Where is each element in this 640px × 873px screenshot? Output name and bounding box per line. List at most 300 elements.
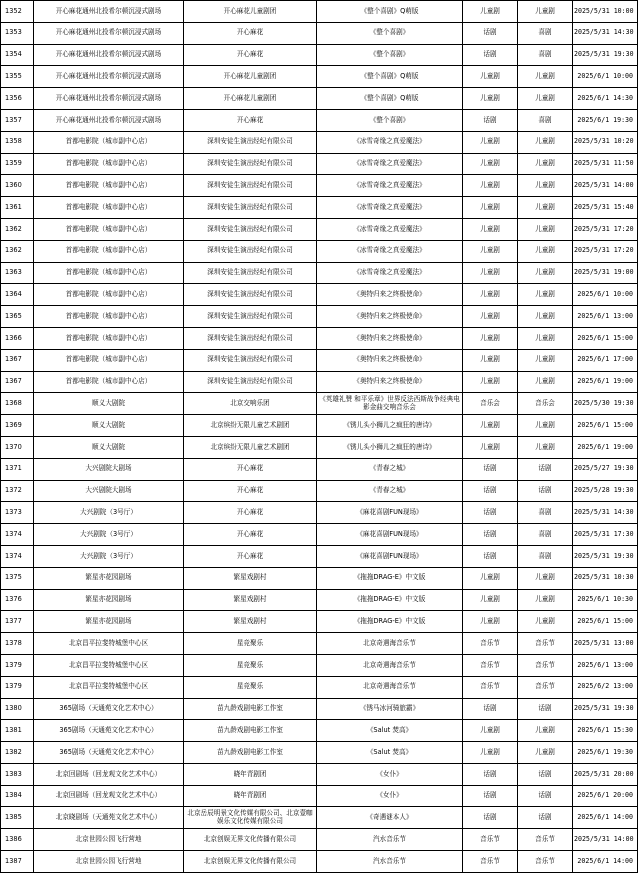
organizer-cell: 北京缤纷无限儿童艺术剧团 (184, 415, 317, 437)
genre-cell: 儿童剧 (518, 131, 573, 153)
table-row (1, 153, 638, 175)
title-cell: 《麻花喜剧FUN现场》 (317, 502, 463, 524)
type-cell: 儿童剧 (463, 306, 518, 328)
genre-cell: 儿童剧 (518, 611, 573, 633)
table-row (1, 763, 638, 785)
title-cell: 《青春之城》 (317, 458, 463, 480)
genre-cell: 儿童剧 (518, 415, 573, 437)
table-row (1, 22, 638, 44)
type-cell: 话剧 (463, 480, 518, 502)
datetime-cell: 2025/6/1 13:00 (573, 306, 638, 328)
venue-cell: 首都电影院（城市副中心店） (34, 175, 184, 197)
type-cell: 儿童剧 (463, 131, 518, 153)
genre-cell: 儿童剧 (518, 197, 573, 219)
table-row (1, 44, 638, 66)
type-cell: 儿童剧 (463, 1, 518, 23)
table-row (1, 567, 638, 589)
organizer-cell: 晓年青剧团 (184, 763, 317, 785)
type-cell: 儿童剧 (463, 589, 518, 611)
title-cell: 《Salut 焚高》 (317, 720, 463, 742)
row-number-cell: 1372 (1, 480, 34, 502)
row-number-cell: 1365 (1, 306, 34, 328)
table-row (1, 131, 638, 153)
organizer-cell: 开心麻花 (184, 22, 317, 44)
row-number-cell: 1379 (1, 654, 34, 676)
genre-cell: 儿童剧 (518, 742, 573, 764)
venue-cell: 大兴剧院（3号厅） (34, 524, 184, 546)
table-row (1, 349, 638, 371)
genre-cell: 话剧 (518, 480, 573, 502)
venue-cell: 大兴剧院大剧场 (34, 480, 184, 502)
organizer-cell: 繁星戏剧村 (184, 567, 317, 589)
genre-cell: 话剧 (518, 458, 573, 480)
genre-cell: 话剧 (518, 807, 573, 829)
row-number-cell: 1368 (1, 393, 34, 415)
datetime-cell: 2025/5/31 19:30 (573, 44, 638, 66)
venue-cell: 首都电影院（城市副中心店） (34, 131, 184, 153)
type-cell: 音乐会 (463, 393, 518, 415)
row-number-cell: 1371 (1, 458, 34, 480)
datetime-cell: 2025/5/31 19:30 (573, 545, 638, 567)
venue-cell: 首都电影院（城市副中心店） (34, 218, 184, 240)
title-cell: 《拖拖DRAG-E》中文版 (317, 589, 463, 611)
venue-cell: 大兴剧院（3号厅） (34, 502, 184, 524)
row-number-cell: 1352 (1, 1, 34, 23)
datetime-cell: 2025/5/31 10:20 (573, 131, 638, 153)
type-cell: 音乐节 (463, 633, 518, 655)
venue-cell: 北京回剧场（回龙观文化艺术中心） (34, 763, 184, 785)
organizer-cell: 开心麻花儿童剧团 (184, 88, 317, 110)
title-cell: 《整个喜剧》 (317, 109, 463, 131)
organizer-cell: 苗九龄戏剧电影工作室 (184, 698, 317, 720)
row-number-cell: 1353 (1, 22, 34, 44)
venue-cell: 开心麻花通州北投希尔顿沉浸式剧场 (34, 1, 184, 23)
genre-cell: 儿童剧 (518, 240, 573, 262)
row-number-cell: 1386 (1, 829, 34, 851)
datetime-cell: 2025/5/31 15:40 (573, 197, 638, 219)
table-row (1, 436, 638, 458)
venue-cell: 首都电影院（城市副中心店） (34, 153, 184, 175)
type-cell: 儿童剧 (463, 720, 518, 742)
venue-cell: 首都电影院（城市副中心店） (34, 371, 184, 393)
title-cell: 《奥特归来之终极使命》 (317, 327, 463, 349)
genre-cell: 话剧 (518, 763, 573, 785)
venue-cell: 开心麻花通州北投希尔顿沉浸式剧场 (34, 66, 184, 88)
row-number-cell: 1370 (1, 436, 34, 458)
organizer-cell: 繁星戏剧村 (184, 611, 317, 633)
datetime-cell: 2025/5/31 14:00 (573, 175, 638, 197)
organizer-cell: 开心麻花 (184, 524, 317, 546)
venue-cell: 繁星亦花园剧场 (34, 589, 184, 611)
datetime-cell: 2025/6/1 10:30 (573, 589, 638, 611)
genre-cell: 儿童剧 (518, 589, 573, 611)
datetime-cell: 2025/5/31 13:00 (573, 633, 638, 655)
venue-cell: 365剧场（天通苑文化艺术中心） (34, 720, 184, 742)
type-cell: 话剧 (463, 763, 518, 785)
organizer-cell: 深圳安徒生演出经纪有限公司 (184, 131, 317, 153)
datetime-cell: 2025/6/1 14:00 (573, 851, 638, 873)
table-row (1, 109, 638, 131)
title-cell: 《奥特归来之终极使命》 (317, 284, 463, 306)
genre-cell: 儿童剧 (518, 66, 573, 88)
table-row (1, 88, 638, 110)
table-row (1, 698, 638, 720)
title-cell: 北京奇遇海音乐节 (317, 676, 463, 698)
genre-cell: 音乐会 (518, 393, 573, 415)
datetime-cell: 2025/5/27 19:30 (573, 458, 638, 480)
row-number-cell: 1356 (1, 88, 34, 110)
table-row (1, 807, 638, 829)
table-row (1, 262, 638, 284)
table-row (1, 66, 638, 88)
title-cell: 《冰雪奇缘之真爱魔法》 (317, 218, 463, 240)
type-cell: 话剧 (463, 807, 518, 829)
title-cell: 《女仆》 (317, 785, 463, 807)
row-number-cell: 1380 (1, 698, 34, 720)
venue-cell: 北京昌平拉斐特城堡中心区 (34, 633, 184, 655)
datetime-cell: 2025/5/31 14:30 (573, 502, 638, 524)
title-cell: 《英雄礼赞 和平乐章》世界反法西斯战争经典电影金曲交响音乐会 (317, 393, 463, 415)
organizer-cell: 苗九龄戏剧电影工作室 (184, 720, 317, 742)
datetime-cell: 2025/5/31 17:20 (573, 240, 638, 262)
organizer-cell: 深圳安徒生演出经纪有限公司 (184, 175, 317, 197)
table-row (1, 524, 638, 546)
genre-cell: 儿童剧 (518, 371, 573, 393)
row-number-cell: 1375 (1, 567, 34, 589)
venue-cell: 北京晓剧场（天通苑文化艺术中心） (34, 807, 184, 829)
genre-cell: 儿童剧 (518, 153, 573, 175)
title-cell: 《奥特归来之终极使命》 (317, 349, 463, 371)
venue-cell: 开心麻花通州北投希尔顿沉浸式剧场 (34, 109, 184, 131)
title-cell: 汽水音乐节 (317, 829, 463, 851)
organizer-cell: 繁星戏剧村 (184, 589, 317, 611)
row-number-cell: 1383 (1, 763, 34, 785)
table-row (1, 742, 638, 764)
table-row (1, 393, 638, 415)
organizer-cell: 北京创娱无界文化传播有限公司 (184, 829, 317, 851)
datetime-cell: 2025/5/31 14:00 (573, 829, 638, 851)
row-number-cell: 1379 (1, 676, 34, 698)
organizer-cell: 北京创娱无界文化传播有限公司 (184, 851, 317, 873)
row-number-cell: 1382 (1, 742, 34, 764)
table-body (1, 1, 638, 873)
datetime-cell: 2025/6/1 10:00 (573, 284, 638, 306)
type-cell: 话剧 (463, 22, 518, 44)
datetime-cell: 2025/6/1 19:00 (573, 371, 638, 393)
datetime-cell: 2025/5/30 19:30 (573, 393, 638, 415)
table-row (1, 480, 638, 502)
title-cell: 《冰雪奇缘之真爱魔法》 (317, 131, 463, 153)
venue-cell: 北京昌平拉斐特城堡中心区 (34, 676, 184, 698)
datetime-cell: 2025/6/1 10:00 (573, 66, 638, 88)
type-cell: 儿童剧 (463, 284, 518, 306)
datetime-cell: 2025/6/1 19:00 (573, 436, 638, 458)
row-number-cell: 1373 (1, 502, 34, 524)
title-cell: 《麻花喜剧FUN现场》 (317, 545, 463, 567)
type-cell: 儿童剧 (463, 611, 518, 633)
type-cell: 儿童剧 (463, 197, 518, 219)
genre-cell: 儿童剧 (518, 262, 573, 284)
genre-cell: 音乐节 (518, 676, 573, 698)
title-cell: 《奇遇谜本人》 (317, 807, 463, 829)
datetime-cell: 2025/6/1 13:00 (573, 654, 638, 676)
venue-cell: 开心麻花通州北投希尔顿沉浸式剧场 (34, 44, 184, 66)
datetime-cell: 2025/6/1 17:00 (573, 349, 638, 371)
datetime-cell: 2025/6/1 19:30 (573, 742, 638, 764)
row-number-cell: 1369 (1, 415, 34, 437)
row-number-cell: 1358 (1, 131, 34, 153)
type-cell: 儿童剧 (463, 327, 518, 349)
table-row (1, 371, 638, 393)
table-row (1, 785, 638, 807)
type-cell: 音乐节 (463, 829, 518, 851)
venue-cell: 首都电影院（城市副中心店） (34, 327, 184, 349)
row-number-cell: 1384 (1, 785, 34, 807)
title-cell: 《拖拖DRAG-E》中文版 (317, 567, 463, 589)
type-cell: 儿童剧 (463, 349, 518, 371)
datetime-cell: 2025/6/1 19:30 (573, 109, 638, 131)
genre-cell: 儿童剧 (518, 284, 573, 306)
type-cell: 儿童剧 (463, 218, 518, 240)
organizer-cell: 北京交响乐团 (184, 393, 317, 415)
organizer-cell: 开心麻花 (184, 458, 317, 480)
genre-cell: 喜剧 (518, 44, 573, 66)
type-cell: 话剧 (463, 458, 518, 480)
table-row (1, 502, 638, 524)
row-number-cell: 1374 (1, 524, 34, 546)
venue-cell: 大兴剧院（3号厅） (34, 545, 184, 567)
type-cell: 话剧 (463, 785, 518, 807)
organizer-cell: 深圳安徒生演出经纪有限公司 (184, 284, 317, 306)
row-number-cell: 1367 (1, 349, 34, 371)
organizer-cell: 北京岳辰明景文化传媒有限公司、北京壹咖娱乐文化传媒有限公司 (184, 807, 317, 829)
row-number-cell: 1367 (1, 371, 34, 393)
organizer-cell: 星竞聚乐 (184, 654, 317, 676)
type-cell: 话剧 (463, 109, 518, 131)
venue-cell: 首都电影院（城市副中心店） (34, 197, 184, 219)
row-number-cell: 1374 (1, 545, 34, 567)
row-number-cell: 1363 (1, 262, 34, 284)
genre-cell: 儿童剧 (518, 1, 573, 23)
organizer-cell: 开心麻花儿童剧团 (184, 66, 317, 88)
title-cell: 《麻花喜剧FUN现场》 (317, 524, 463, 546)
title-cell: 北京奇遇海音乐节 (317, 633, 463, 655)
genre-cell: 音乐节 (518, 654, 573, 676)
type-cell: 儿童剧 (463, 371, 518, 393)
title-cell: 《冰雪奇缘之真爱魔法》 (317, 262, 463, 284)
title-cell: 《冰雪奇缘之真爱魔法》 (317, 175, 463, 197)
title-cell: 《拖拖DRAG-E》中文版 (317, 611, 463, 633)
organizer-cell: 深圳安徒生演出经纪有限公司 (184, 240, 317, 262)
venue-cell: 顺义大剧院 (34, 393, 184, 415)
datetime-cell: 2025/5/31 20:00 (573, 763, 638, 785)
datetime-cell: 2025/6/1 14:00 (573, 807, 638, 829)
row-number-cell: 1359 (1, 153, 34, 175)
organizer-cell: 星竞聚乐 (184, 633, 317, 655)
venue-cell: 顺义大剧院 (34, 436, 184, 458)
genre-cell: 音乐节 (518, 829, 573, 851)
datetime-cell: 2025/6/1 15:00 (573, 327, 638, 349)
genre-cell: 儿童剧 (518, 218, 573, 240)
row-number-cell: 1377 (1, 611, 34, 633)
venue-cell: 北京回剧场（回龙观文化艺术中心） (34, 785, 184, 807)
genre-cell: 儿童剧 (518, 306, 573, 328)
venue-cell: 首都电影院（城市副中心店） (34, 262, 184, 284)
title-cell: 《奥特归来之终极使命》 (317, 306, 463, 328)
type-cell: 儿童剧 (463, 567, 518, 589)
table-row (1, 240, 638, 262)
title-cell: 《锈儿头小狮儿之疯狂的唐诗》 (317, 436, 463, 458)
title-cell: 北京奇遇海音乐节 (317, 654, 463, 676)
genre-cell: 儿童剧 (518, 436, 573, 458)
table-row (1, 284, 638, 306)
venue-cell: 大兴剧院大剧场 (34, 458, 184, 480)
type-cell: 儿童剧 (463, 240, 518, 262)
datetime-cell: 2025/5/31 19:30 (573, 698, 638, 720)
table-row (1, 611, 638, 633)
row-number-cell: 1360 (1, 175, 34, 197)
datetime-cell: 2025/6/1 15:30 (573, 720, 638, 742)
table-row (1, 829, 638, 851)
venue-cell: 首都电影院（城市副中心店） (34, 240, 184, 262)
table-row (1, 654, 638, 676)
genre-cell: 音乐节 (518, 633, 573, 655)
row-number-cell: 1376 (1, 589, 34, 611)
type-cell: 儿童剧 (463, 66, 518, 88)
row-number-cell: 1361 (1, 197, 34, 219)
datetime-cell: 2025/6/1 14:30 (573, 88, 638, 110)
title-cell: 《整个喜剧》 (317, 22, 463, 44)
datetime-cell: 2025/5/31 10:00 (573, 1, 638, 23)
type-cell: 儿童剧 (463, 436, 518, 458)
datetime-cell: 2025/5/31 10:30 (573, 567, 638, 589)
genre-cell: 话剧 (518, 698, 573, 720)
datetime-cell: 2025/5/31 17:30 (573, 524, 638, 546)
venue-cell: 北京世园公园飞行营地 (34, 851, 184, 873)
title-cell: 《冰雪奇缘之真爱魔法》 (317, 153, 463, 175)
row-number-cell: 1355 (1, 66, 34, 88)
venue-cell: 繁星亦花园剧场 (34, 567, 184, 589)
table-row (1, 545, 638, 567)
genre-cell: 儿童剧 (518, 175, 573, 197)
organizer-cell: 北京缤纷无限儿童艺术剧团 (184, 436, 317, 458)
genre-cell: 儿童剧 (518, 720, 573, 742)
organizer-cell: 深圳安徒生演出经纪有限公司 (184, 349, 317, 371)
table-row (1, 306, 638, 328)
genre-cell: 儿童剧 (518, 327, 573, 349)
organizer-cell: 开心麻花 (184, 502, 317, 524)
type-cell: 儿童剧 (463, 153, 518, 175)
organizer-cell: 苗九龄戏剧电影工作室 (184, 742, 317, 764)
organizer-cell: 开心麻花 (184, 480, 317, 502)
row-number-cell: 1357 (1, 109, 34, 131)
organizer-cell: 深圳安徒生演出经纪有限公司 (184, 262, 317, 284)
row-number-cell: 1366 (1, 327, 34, 349)
table-row (1, 851, 638, 873)
organizer-cell: 开心麻花 (184, 44, 317, 66)
datetime-cell: 2025/6/2 13:00 (573, 676, 638, 698)
title-cell: 《冰雪奇缘之真爱魔法》 (317, 240, 463, 262)
type-cell: 儿童剧 (463, 262, 518, 284)
type-cell: 话剧 (463, 698, 518, 720)
title-cell: 《冰雪奇缘之真爱魔法》 (317, 197, 463, 219)
genre-cell: 喜剧 (518, 109, 573, 131)
row-number-cell: 1378 (1, 633, 34, 655)
type-cell: 音乐节 (463, 851, 518, 873)
venue-cell: 繁星亦花园剧场 (34, 611, 184, 633)
genre-cell: 喜剧 (518, 524, 573, 546)
venue-cell: 首都电影院（城市副中心店） (34, 306, 184, 328)
venue-cell: 首都电影院（城市副中心店） (34, 284, 184, 306)
title-cell: 《整个喜剧》Q萌版 (317, 1, 463, 23)
genre-cell: 儿童剧 (518, 567, 573, 589)
datetime-cell: 2025/6/1 15:00 (573, 611, 638, 633)
organizer-cell: 深圳安徒生演出经纪有限公司 (184, 153, 317, 175)
type-cell: 话剧 (463, 502, 518, 524)
title-cell: 《青春之城》 (317, 480, 463, 502)
title-cell: 《整个喜剧》Q萌版 (317, 88, 463, 110)
venue-cell: 开心麻花通州北投希尔顿沉浸式剧场 (34, 88, 184, 110)
table-row (1, 589, 638, 611)
table-row (1, 720, 638, 742)
title-cell: 《奥特归来之终极使命》 (317, 371, 463, 393)
venue-cell: 开心麻花通州北投希尔顿沉浸式剧场 (34, 22, 184, 44)
datetime-cell: 2025/5/31 14:30 (573, 22, 638, 44)
datetime-cell: 2025/6/1 15:00 (573, 415, 638, 437)
genre-cell: 儿童剧 (518, 88, 573, 110)
type-cell: 话剧 (463, 545, 518, 567)
organizer-cell: 深圳安徒生演出经纪有限公司 (184, 218, 317, 240)
type-cell: 儿童剧 (463, 415, 518, 437)
title-cell: 《整个喜剧》 (317, 44, 463, 66)
venue-cell: 北京世园公园飞行营地 (34, 829, 184, 851)
organizer-cell: 开心麻花儿童剧团 (184, 1, 317, 23)
table-row (1, 1, 638, 23)
type-cell: 话剧 (463, 524, 518, 546)
datetime-cell: 2025/5/31 19:00 (573, 262, 638, 284)
venue-cell: 顺义大剧院 (34, 415, 184, 437)
title-cell: 汽水音乐节 (317, 851, 463, 873)
organizer-cell: 深圳安徒生演出经纪有限公司 (184, 327, 317, 349)
type-cell: 儿童剧 (463, 742, 518, 764)
organizer-cell: 星竞聚乐 (184, 676, 317, 698)
organizer-cell: 深圳安徒生演出经纪有限公司 (184, 197, 317, 219)
organizer-cell: 开心麻花 (184, 109, 317, 131)
datetime-cell: 2025/6/1 20:00 (573, 785, 638, 807)
datetime-cell: 2025/5/31 17:20 (573, 218, 638, 240)
row-number-cell: 1362 (1, 240, 34, 262)
table-row (1, 458, 638, 480)
type-cell: 音乐节 (463, 676, 518, 698)
row-number-cell: 1385 (1, 807, 34, 829)
datetime-cell: 2025/5/28 19:30 (573, 480, 638, 502)
table-row (1, 218, 638, 240)
row-number-cell: 1387 (1, 851, 34, 873)
row-number-cell: 1362 (1, 218, 34, 240)
venue-cell: 北京昌平拉斐特城堡中心区 (34, 654, 184, 676)
genre-cell: 音乐节 (518, 851, 573, 873)
row-number-cell: 1381 (1, 720, 34, 742)
row-number-cell: 1364 (1, 284, 34, 306)
table-row (1, 676, 638, 698)
genre-cell: 话剧 (518, 785, 573, 807)
title-cell: 《锈马冰河骑旅霸》 (317, 698, 463, 720)
venue-cell: 首都电影院（城市副中心店） (34, 349, 184, 371)
title-cell: 《Salut 焚高》 (317, 742, 463, 764)
genre-cell: 喜剧 (518, 545, 573, 567)
type-cell: 儿童剧 (463, 175, 518, 197)
title-cell: 《女仆》 (317, 763, 463, 785)
